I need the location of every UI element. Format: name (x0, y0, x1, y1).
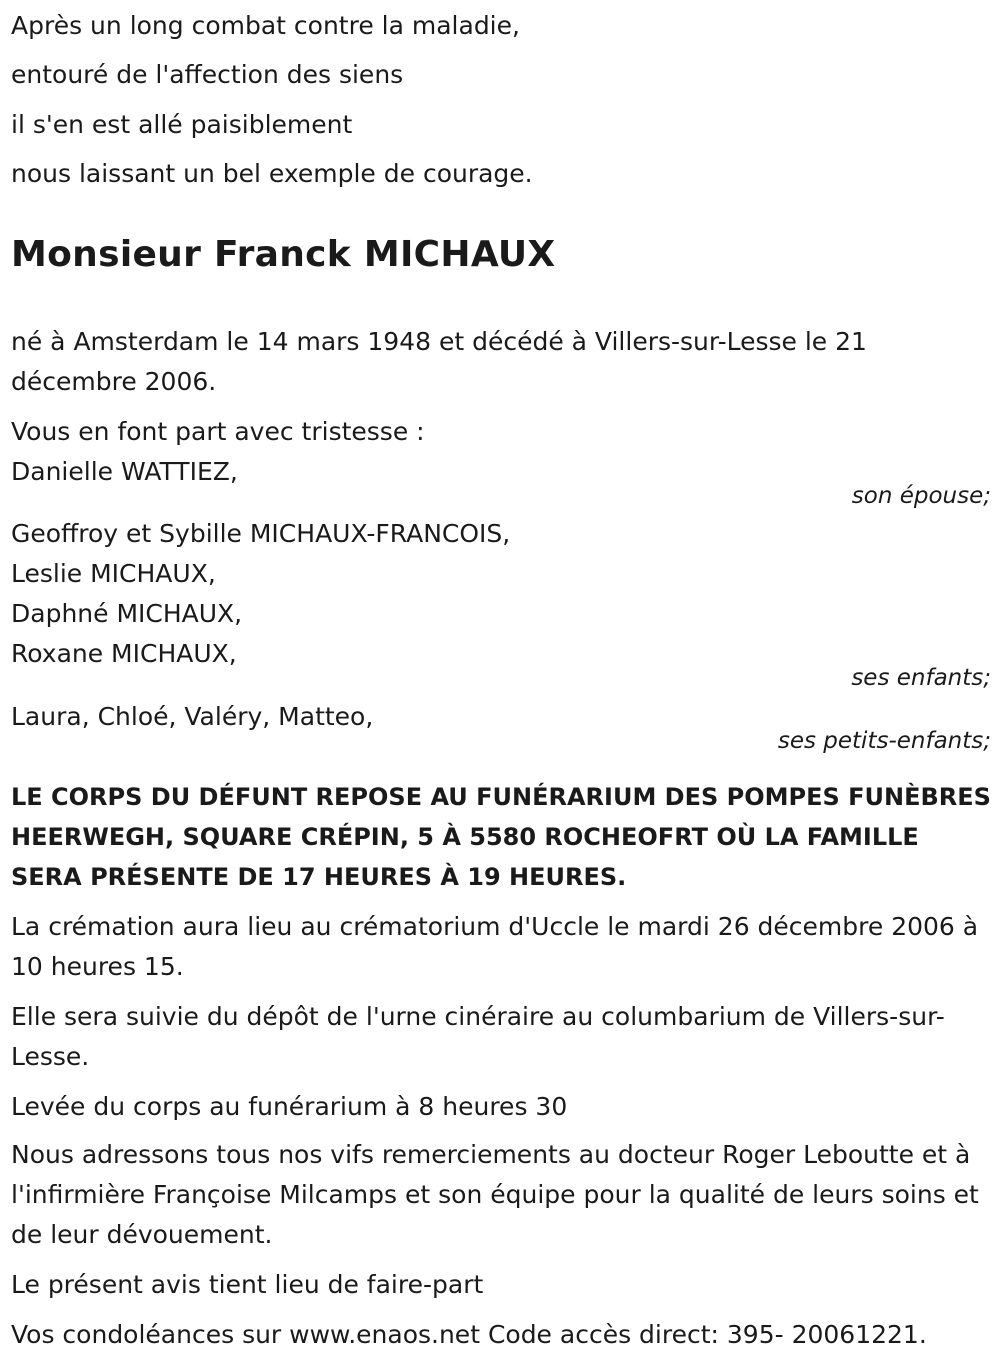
grandchildren-role: ses petits-enfants; (777, 728, 991, 754)
spouse-role: son épouse; (851, 483, 991, 509)
deceased-name: Monsieur Franck MICHAUX (11, 234, 556, 275)
urn-text: Elle sera suivie du dépôt de l'urne cinéraire au columbarium de Villers-sur-Lesse. (11, 1002, 945, 1071)
child-name-4: Roxane MICHAUX, (11, 639, 237, 668)
cremation-text: La crémation aura lieu au crématorium d'Uccle le mardi 26 décembre 2006 à 10 heures 15. (11, 912, 979, 981)
announce-text: Vous en font part avec tristesse : (11, 417, 425, 446)
notice-text: Le présent avis tient lieu de faire-part (11, 1270, 484, 1299)
intro-line-3: il s'en est allé paisiblement (11, 110, 353, 139)
birth-death-text: né à Amsterdam le 14 mars 1948 et décédé à Villers-sur-Lesse le 21 décembre 2006. (11, 327, 867, 396)
intro-line-4: nous laissant un bel exemple de courage. (11, 159, 533, 188)
intro-line-1: Après un long combat contre la maladie, (11, 11, 520, 40)
funerarium-text: LE CORPS DU DÉFUNT REPOSE AU FUNÉRARIUM DES POMPES FUNÈBRES HEERWEGH, SQUARE CRÉPIN, 5 À 5580 ROCHEOFRT OÙ LA FAMILLE SERA PRÉSENTE DE 17 HEURES À 19 HEURES. (11, 783, 991, 891)
child-name-1: Geoffroy et Sybille MICHAUX-FRANCOIS, (11, 519, 511, 548)
child-name-3: Daphné MICHAUX, (11, 599, 243, 628)
thanks-text: Nous adressons tous nos vifs remerciements au docteur Roger Leboutte et à l'infirmière Françoise Milcamps et son équipe pour la qualité de leurs soins et de leur dévouement. (11, 1140, 979, 1249)
grandchildren-names: Laura, Chloé, Valéry, Matteo, (11, 702, 374, 731)
spouse-name: Danielle WATTIEZ, (11, 457, 238, 486)
children-role: ses enfants; (851, 665, 991, 691)
child-name-2: Leslie MICHAUX, (11, 559, 216, 588)
condolences-text: Vos condoléances sur www.enaos.net Code accès direct: 395- 20061221. (11, 1320, 927, 1349)
levee-text: Levée du corps au funérarium à 8 heures 30 (11, 1092, 568, 1121)
intro-line-2: entouré de l'affection des siens (11, 60, 404, 89)
